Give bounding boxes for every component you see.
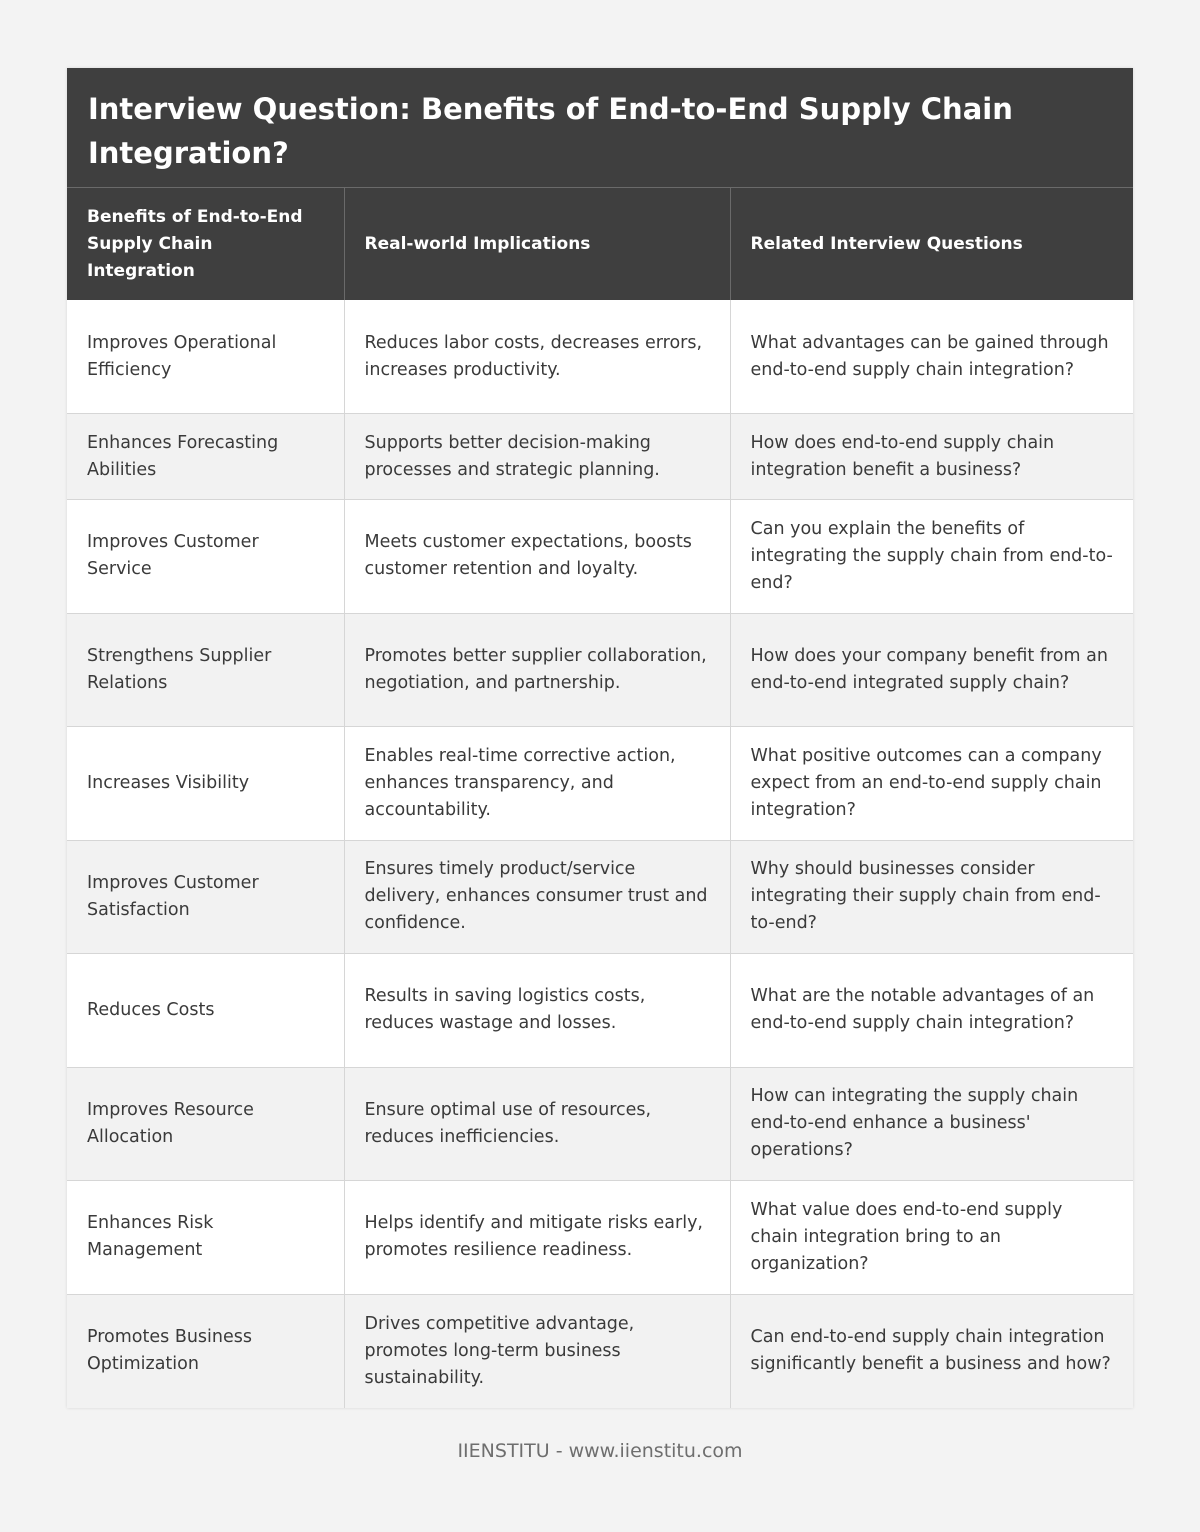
benefit-cell: Improves Resource Allocation xyxy=(67,1067,344,1181)
benefits-table xyxy=(67,188,1133,1408)
table-row xyxy=(67,613,1133,727)
table-row xyxy=(67,500,1133,614)
page-title: Interview Question: Benefits of End-to-End Supply Chain Integration? xyxy=(88,92,1013,170)
table-row xyxy=(67,1067,1133,1181)
implication-cell: Reduces labor costs, decreases errors, increases productivity. xyxy=(344,300,730,414)
question-cell: How does end-to-end supply chain integration benefit a business? xyxy=(730,414,1133,500)
header-implications: Real-world Implications xyxy=(344,188,730,300)
question-cell: Can you explain the benefits of integrating the supply chain from end-to-end? xyxy=(730,500,1133,614)
table-card xyxy=(67,68,1133,1408)
implication-cell: Meets customer expectations, boosts customer retention and loyalty. xyxy=(344,500,730,614)
table-row xyxy=(67,954,1133,1068)
implication-cell: Ensure optimal use of resources, reduces inefficiencies. xyxy=(344,1067,730,1181)
benefit-cell: Improves Customer Satisfaction xyxy=(67,840,344,954)
question-cell: What value does end-to-end supply chain integration bring to an organization? xyxy=(730,1181,1133,1295)
benefit-cell: Enhances Forecasting Abilities xyxy=(67,414,344,500)
implication-cell: Promotes better supplier collaboration, negotiation, and partnership. xyxy=(344,613,730,727)
benefit-cell: Enhances Risk Management xyxy=(67,1181,344,1295)
title-bar xyxy=(67,68,1133,188)
table-row xyxy=(67,727,1133,841)
table-row xyxy=(67,840,1133,954)
table-header-row xyxy=(67,188,1133,300)
implication-cell: Supports better decision-making processes and strategic planning. xyxy=(344,414,730,500)
table-row xyxy=(67,300,1133,414)
question-cell: What are the notable advantages of an end-to-end supply chain integration? xyxy=(730,954,1133,1068)
benefit-cell: Increases Visibility xyxy=(67,727,344,841)
benefit-cell: Improves Operational Efficiency xyxy=(67,300,344,414)
table-row xyxy=(67,1181,1133,1295)
table-row xyxy=(67,1294,1133,1408)
footer-credit: IIENSTITU - www.iienstitu.com xyxy=(457,1440,743,1462)
implication-cell: Ensures timely product/service delivery, enhances consumer trust and confidence. xyxy=(344,840,730,954)
question-cell: How can integrating the supply chain end-to-end enhance a business' operations? xyxy=(730,1067,1133,1181)
question-cell: How does your company benefit from an end-to-end integrated supply chain? xyxy=(730,613,1133,727)
question-cell: Can end-to-end supply chain integration significantly benefit a business and how? xyxy=(730,1294,1133,1408)
table-row xyxy=(67,414,1133,500)
implication-cell: Helps identify and mitigate risks early, promotes resilience readiness. xyxy=(344,1181,730,1295)
implication-cell: Enables real-time corrective action, enhances transparency, and accountability. xyxy=(344,727,730,841)
question-cell: What positive outcomes can a company expect from an end-to-end supply chain integration? xyxy=(730,727,1133,841)
header-benefits: Benefits of End-to-End Supply Chain Integration xyxy=(67,188,344,300)
header-questions: Related Interview Questions xyxy=(730,188,1133,300)
benefit-cell: Strengthens Supplier Relations xyxy=(67,613,344,727)
implication-cell: Drives competitive advantage, promotes long-term business sustainability. xyxy=(344,1294,730,1408)
implication-cell: Results in saving logistics costs, reduces wastage and losses. xyxy=(344,954,730,1068)
question-cell: Why should businesses consider integrating their supply chain from end-to-end? xyxy=(730,840,1133,954)
question-cell: What advantages can be gained through end-to-end supply chain integration? xyxy=(730,300,1133,414)
benefit-cell: Reduces Costs xyxy=(67,954,344,1068)
benefit-cell: Promotes Business Optimization xyxy=(67,1294,344,1408)
benefit-cell: Improves Customer Service xyxy=(67,500,344,614)
